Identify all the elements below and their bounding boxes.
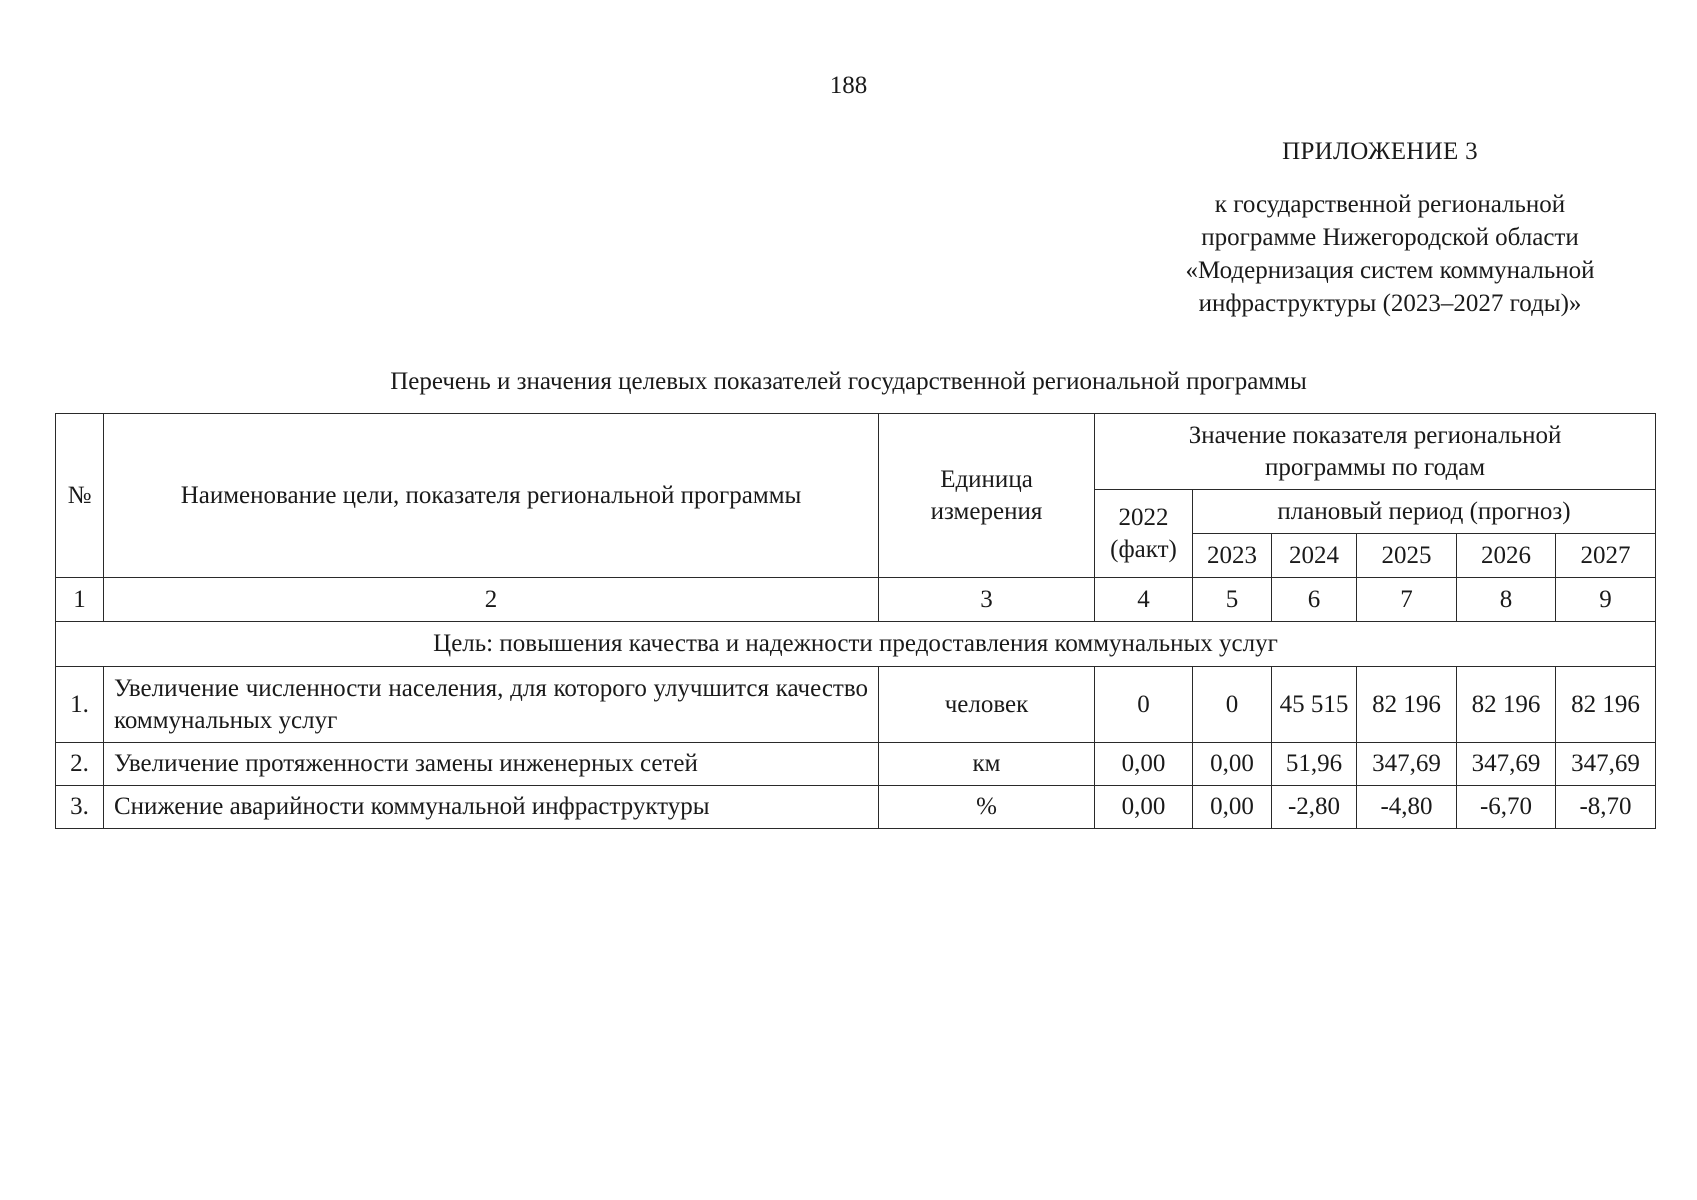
appendix-subtitle-line: программе Нижегородской области: [1201, 224, 1579, 251]
header-fact-label: (факт): [1110, 535, 1177, 563]
header-fact-year-value: 2022: [1118, 503, 1169, 531]
header-values-group-line: Значение показателя региональной: [1188, 421, 1562, 449]
row-name: Увеличение протяженности замены инженерных сетей: [104, 743, 879, 786]
row-num: 2.: [56, 743, 104, 786]
table-row: [56, 786, 1656, 829]
column-number: 2: [104, 578, 879, 622]
header-plan-year: 2025: [1357, 534, 1457, 578]
column-number: 3: [879, 578, 1095, 622]
row-value: -4,80: [1357, 786, 1457, 829]
column-number: 6: [1272, 578, 1357, 622]
header-name: Наименование цели, показателя региональной программы: [104, 414, 879, 578]
row-value: -8,70: [1556, 786, 1656, 829]
indicators-table: [55, 413, 1656, 829]
table-row: [56, 667, 1656, 743]
column-number: 5: [1193, 578, 1272, 622]
row-value: 347,69: [1457, 743, 1556, 786]
row-name: Увеличение численности населения, для которого улучшится качество коммунальных услуг: [104, 667, 879, 743]
header-plan-year: 2024: [1272, 534, 1357, 578]
row-value: 0,00: [1095, 786, 1193, 829]
row-value: 45 515: [1272, 667, 1357, 743]
appendix-subtitle-line: инфраструктуры (2023–2027 годы)»: [1198, 290, 1582, 317]
row-value: 82 196: [1556, 667, 1656, 743]
row-value: 82 196: [1457, 667, 1556, 743]
appendix-title: ПРИЛОЖЕНИЕ 3: [1282, 138, 1478, 165]
appendix-subtitle: [1110, 188, 1670, 320]
header-unit-line: Единица: [940, 465, 1033, 493]
row-value: 82 196: [1357, 667, 1457, 743]
appendix-subtitle-line: к государственной региональной: [1214, 191, 1566, 218]
row-num: 1.: [56, 667, 104, 743]
header-plan-period: плановый период (прогноз): [1193, 490, 1656, 534]
table-row: [56, 743, 1656, 786]
row-value: 0,00: [1193, 743, 1272, 786]
header-values-group: [1095, 414, 1656, 490]
row-value: 0,00: [1193, 786, 1272, 829]
header-unit-line: измерения: [930, 497, 1043, 525]
header-unit: [879, 414, 1095, 578]
table-caption: Перечень и значения целевых показателей государственной региональной программы: [390, 368, 1307, 395]
row-value: -2,80: [1272, 786, 1357, 829]
column-number: 9: [1556, 578, 1656, 622]
row-num: 3.: [56, 786, 104, 829]
row-unit: человек: [879, 667, 1095, 743]
header-fact-year: [1095, 490, 1193, 578]
header-values-group-line: программы по годам: [1264, 453, 1486, 481]
header-plan-year: 2026: [1457, 534, 1556, 578]
column-number: 8: [1457, 578, 1556, 622]
goal-row: [56, 622, 1656, 667]
page-number: 188: [829, 72, 868, 99]
header-plan-year: 2027: [1556, 534, 1656, 578]
row-name: Снижение аварийности коммунальной инфраструктуры: [104, 786, 879, 829]
column-numbers-row: [56, 578, 1656, 622]
column-number: 7: [1357, 578, 1457, 622]
header-plan-year: 2023: [1193, 534, 1272, 578]
row-unit: %: [879, 786, 1095, 829]
row-value: 347,69: [1556, 743, 1656, 786]
row-value: 347,69: [1357, 743, 1457, 786]
header-num: №: [56, 414, 104, 578]
row-unit: км: [879, 743, 1095, 786]
appendix-subtitle-line: «Модернизация систем коммунальной: [1185, 257, 1595, 284]
row-value: 51,96: [1272, 743, 1357, 786]
table-header-row: [56, 414, 1656, 490]
row-value: -6,70: [1457, 786, 1556, 829]
goal-text: Цель: повышения качества и надежности предоставления коммунальных услуг: [56, 622, 1656, 667]
row-value: 0,00: [1095, 743, 1193, 786]
row-value: 0: [1095, 667, 1193, 743]
row-value: 0: [1193, 667, 1272, 743]
column-number: 1: [56, 578, 104, 622]
column-number: 4: [1095, 578, 1193, 622]
